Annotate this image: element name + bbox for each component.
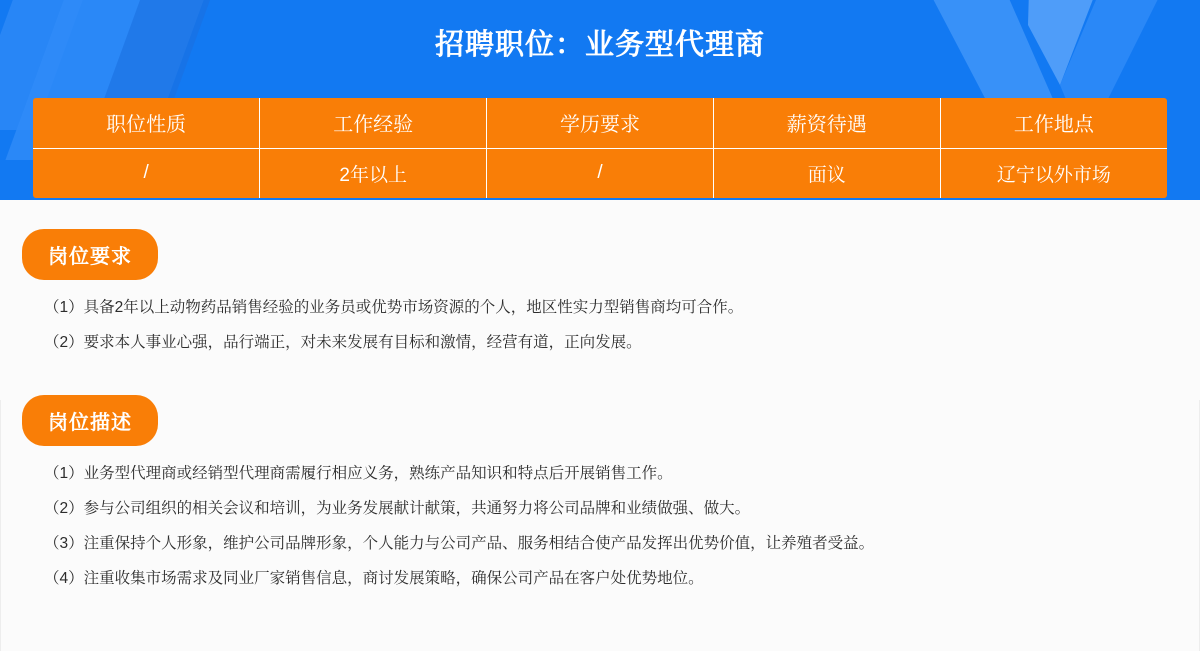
table-cell: 2年以上 bbox=[260, 148, 487, 198]
table-cell: 面议 bbox=[713, 148, 940, 198]
section-heading-description: 岗位描述 bbox=[22, 395, 158, 446]
list-item: （2）参与公司组织的相关会议和培训，为业务发展献计献策，共通努力将公司品牌和业绩做强、做大。 bbox=[44, 500, 751, 518]
table-header-cell: 学历要求 bbox=[487, 98, 714, 148]
table-header-cell: 薪资待遇 bbox=[713, 98, 940, 148]
banner bbox=[0, 0, 1200, 200]
divider bbox=[0, 400, 1, 651]
list-item: （3）注重保持个人形象，维护公司品牌形象，个人能力与公司产品、服务相结合使产品发挥出优势价值，让养殖者受益。 bbox=[44, 535, 875, 553]
section-heading-requirements: 岗位要求 bbox=[22, 229, 158, 280]
page-title: 招聘职位：业务型代理商 bbox=[434, 29, 765, 61]
job-info-table bbox=[33, 98, 1167, 198]
list-item: （2）要求本人事业心强，品行端正，对未来发展有目标和激情，经营有道，正向发展。 bbox=[44, 334, 642, 352]
table-header-row bbox=[33, 98, 1167, 148]
list-item: （1）具备2年以上动物药品销售经验的业务员或优势市场资源的个人，地区性实力型销售商均可合作。 bbox=[44, 299, 744, 316]
table-cell: / bbox=[487, 148, 714, 198]
table-header-cell: 工作地点 bbox=[940, 98, 1167, 148]
table-header-cell: 工作经验 bbox=[260, 98, 487, 148]
table-header-cell: 职位性质 bbox=[33, 98, 260, 148]
content-area bbox=[0, 200, 1200, 651]
table-cell: / bbox=[33, 148, 260, 198]
table-row bbox=[33, 148, 1167, 198]
list-item: （1）业务型代理商或经销型代理商需履行相应义务，熟练产品知识和特点后开展销售工作。 bbox=[44, 465, 673, 483]
list-item: （4）注重收集市场需求及同业厂家销售信息，商讨发展策略，确保公司产品在客户处优势地位。 bbox=[44, 570, 704, 588]
table-cell: 辽宁以外市场 bbox=[996, 164, 1111, 186]
description-list bbox=[0, 462, 1200, 591]
requirements-list bbox=[0, 296, 1200, 355]
